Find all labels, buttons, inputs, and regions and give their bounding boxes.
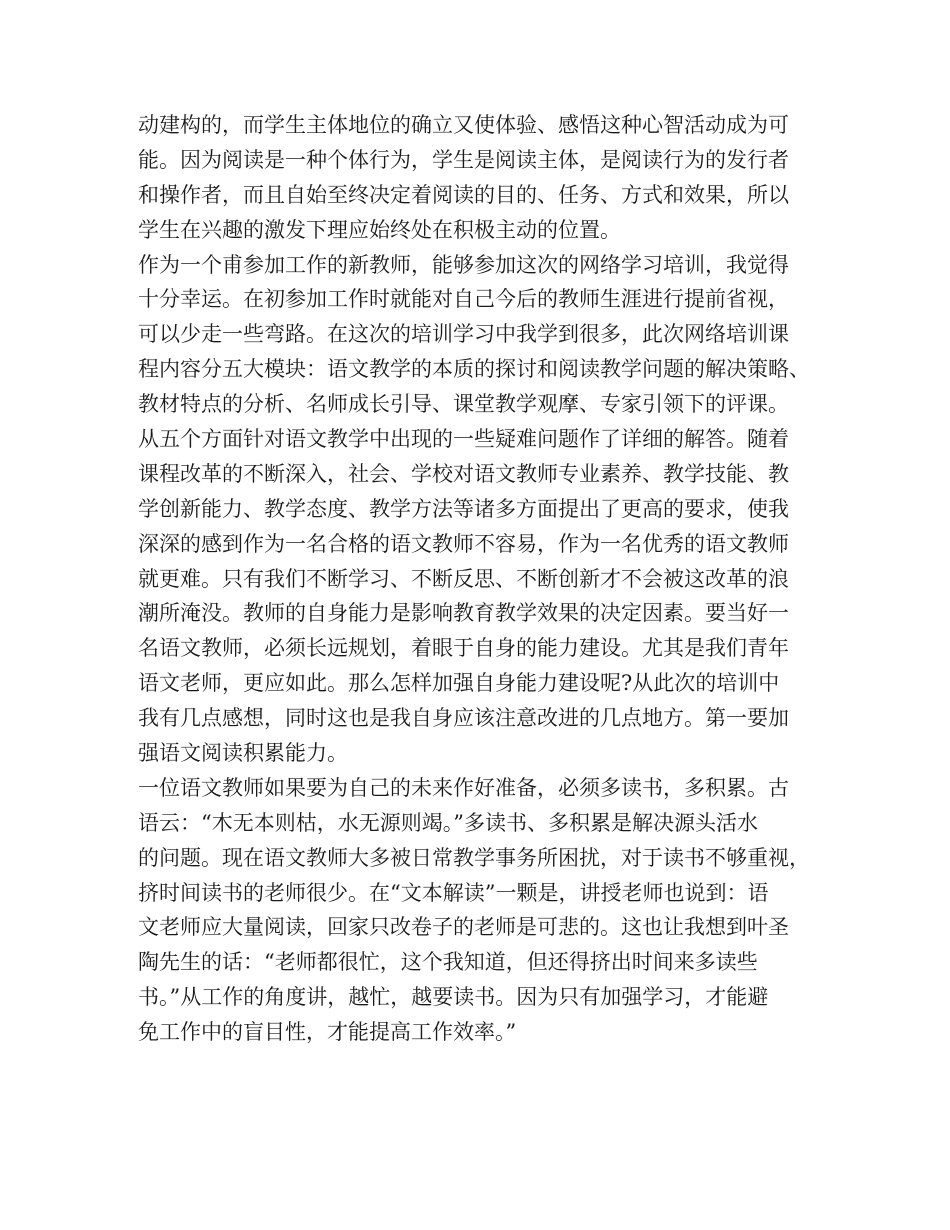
text-line: 潮所淹没。教师的自身能力是影响教育教学效果的决定因素。要当好一	[138, 601, 789, 626]
text-line: 我有几点感想，同时这也是我自身应该注意改进的几点地方。第一要加	[138, 706, 789, 731]
text-line: 语文老师，更应如此。那么怎样加强自身能力建设呢?从此次的培训中	[138, 671, 780, 696]
text-line: 学生在兴趣的激发下理应始终处在积极主动的位置。	[138, 217, 621, 242]
paragraph-2	[138, 248, 818, 771]
text-line: 就更难。只有我们不断学习、不断反思、不断创新才不会被这改革的浪	[138, 566, 789, 591]
text-line: 一位语文教师如果要为自己的未来作好准备，必须多读书，多积累。古	[138, 775, 789, 800]
text-line: 文老师应大量阅读，回家只改卷子的老师是可悲的。这也让我想到叶圣	[138, 915, 789, 940]
text-line: 名语文教师，必须长远规划，着眼于自身的能力建设。尤其是我们青年	[138, 636, 789, 661]
text-line: 陶先生的话：“老师都很忙，这个我知道，但还得挤出时间来多读些	[138, 950, 758, 975]
text-line: 从五个方面针对语文教学中出现的一些疑难问题作了详细的解答。随着	[138, 427, 789, 452]
text-line: 深深的感到作为一名合格的语文教师不容易，作为一名优秀的语文教师	[138, 531, 789, 556]
text-line: 动建构的，而学生主体地位的确立又使体验、感悟这种心智活动成为可	[138, 113, 789, 137]
text-line: 的问题。现在语文教师大多被日常教学事务所困扰，对于读书不够重视，	[138, 845, 810, 870]
text-line: 免工作中的盲目性，才能提高工作效率。”	[138, 1020, 517, 1045]
text-line: 和操作者，而且自始至终决定着阅读的目的、任务、方式和效果，所以	[138, 182, 789, 207]
text-line: 书。”从工作的角度讲，越忙，越要读书。因为只有加强学习，才能避	[138, 985, 769, 1010]
text-line: 挤时间读书的老师很少。在“文本解读”一颗是，讲授老师也说到：语	[138, 880, 769, 905]
text-line: 十分幸运。在初参加工作时就能对自己今后的教师生涯进行提前省视，	[138, 287, 789, 312]
text-line: 强语文阅读积累能力。	[138, 741, 348, 766]
text-line: 课程改革的不断深入，社会、学校对语文教师专业素养、教学技能、教	[138, 461, 789, 486]
paragraph-1	[138, 108, 818, 248]
text-line: 能。因为阅读是一种个体行为，学生是阅读主体，是阅读行为的发行者	[138, 147, 789, 172]
document-body	[138, 108, 818, 1050]
text-line: 语云：“木无本则枯，水无源则竭。”多读书、多积累是解决源头活水	[138, 810, 758, 835]
text-line: 学创新能力、教学态度、教学方法等诸多方面提出了更高的要求，使我	[138, 496, 789, 521]
text-line: 作为一个甫参加工作的新教师，能够参加这次的网络学习培训，我觉得	[138, 252, 789, 277]
paragraph-3	[138, 771, 818, 1050]
text-line: 程内容分五大模块：语文教学的本质的探讨和阅读教学问题的解决策略、	[138, 357, 810, 382]
text-line: 可以少走一些弯路。在这次的培训学习中我学到很多，此次网络培训课	[138, 322, 789, 347]
text-line: 教材特点的分析、名师成长引导、课堂教学观摩、专家引领下的评课。	[138, 392, 789, 417]
